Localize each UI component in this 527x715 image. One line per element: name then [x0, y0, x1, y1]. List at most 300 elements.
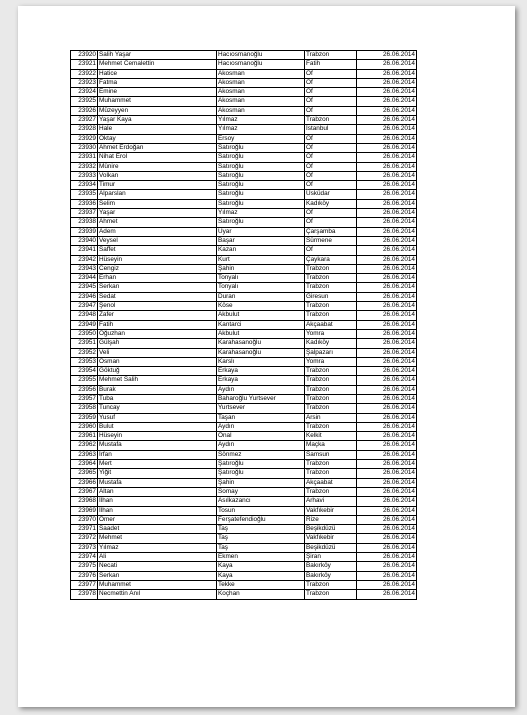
- record-id-cell: 23929: [71, 134, 98, 143]
- first-name-cell: Volkan: [98, 171, 217, 180]
- surname-cell: Şahin: [217, 264, 305, 273]
- record-id-cell: 23922: [71, 69, 98, 78]
- table-row: [71, 487, 417, 496]
- record-id-cell: 23921: [71, 60, 98, 69]
- surname-cell: Ekmen: [217, 553, 305, 562]
- table-row: [71, 525, 417, 534]
- date-cell: 26.06.2014: [357, 404, 417, 413]
- first-name-cell: Tuba: [98, 394, 217, 403]
- city-cell: Of: [305, 143, 357, 152]
- date-cell: 26.06.2014: [357, 580, 417, 589]
- table-row: [71, 311, 417, 320]
- table-row: [71, 209, 417, 218]
- city-cell: Akçaabat: [305, 478, 357, 487]
- table-row: [71, 181, 417, 190]
- table-row: [71, 497, 417, 506]
- table-row: [71, 478, 417, 487]
- date-cell: 26.06.2014: [357, 106, 417, 115]
- date-cell: 26.06.2014: [357, 246, 417, 255]
- city-cell: Of: [305, 69, 357, 78]
- table-row: [71, 153, 417, 162]
- table-row: [71, 367, 417, 376]
- surname-cell: Tosun: [217, 506, 305, 515]
- record-id-cell: 23928: [71, 125, 98, 134]
- table-row: [71, 78, 417, 87]
- first-name-cell: Oktay: [98, 134, 217, 143]
- date-cell: 26.06.2014: [357, 413, 417, 422]
- record-id-cell: 23941: [71, 246, 98, 255]
- city-cell: Of: [305, 162, 357, 171]
- city-cell: Kelkit: [305, 432, 357, 441]
- date-cell: 26.06.2014: [357, 376, 417, 385]
- date-cell: 26.06.2014: [357, 357, 417, 366]
- first-name-cell: Alparslan: [98, 190, 217, 199]
- city-cell: Trabzon: [305, 460, 357, 469]
- record-id-cell: 23971: [71, 525, 98, 534]
- city-cell: Samsun: [305, 450, 357, 459]
- first-name-cell: Altan: [98, 487, 217, 496]
- date-cell: 26.06.2014: [357, 571, 417, 580]
- table-row: [71, 171, 417, 180]
- city-cell: Şiran: [305, 553, 357, 562]
- record-id-cell: 23978: [71, 590, 98, 599]
- surname-cell: Satıroğlu: [217, 143, 305, 152]
- table-row: [71, 292, 417, 301]
- record-id-cell: 23924: [71, 88, 98, 97]
- first-name-cell: Salih Yaşar: [98, 51, 217, 60]
- record-id-cell: 23953: [71, 357, 98, 366]
- surname-cell: Şatıroğlu: [217, 469, 305, 478]
- table-row: [71, 143, 417, 152]
- record-id-cell: 23976: [71, 571, 98, 580]
- city-cell: Trabzon: [305, 580, 357, 589]
- surname-cell: Hacıosmanoğlu: [217, 60, 305, 69]
- record-id-cell: 23960: [71, 422, 98, 431]
- first-name-cell: Mehmet: [98, 534, 217, 543]
- city-cell: Bakırköy: [305, 571, 357, 580]
- surname-cell: Akbulut: [217, 329, 305, 338]
- record-id-cell: 23974: [71, 553, 98, 562]
- surname-cell: Önal: [217, 432, 305, 441]
- record-id-cell: 23937: [71, 209, 98, 218]
- city-cell: Giresun: [305, 292, 357, 301]
- date-cell: 26.06.2014: [357, 236, 417, 245]
- first-name-cell: Münire: [98, 162, 217, 171]
- date-cell: 26.06.2014: [357, 69, 417, 78]
- record-id-cell: 23965: [71, 469, 98, 478]
- date-cell: 26.06.2014: [357, 506, 417, 515]
- city-cell: Kadıköy: [305, 339, 357, 348]
- first-name-cell: Mustafa: [98, 441, 217, 450]
- city-cell: Of: [305, 153, 357, 162]
- first-name-cell: Yaşar Kaya: [98, 116, 217, 125]
- surname-cell: Ferşatefendioğlu: [217, 515, 305, 524]
- first-name-cell: Emine: [98, 88, 217, 97]
- city-cell: Şalpazarı: [305, 348, 357, 357]
- city-cell: Trabzon: [305, 274, 357, 283]
- surname-cell: Uyar: [217, 227, 305, 236]
- record-id-cell: 23944: [71, 274, 98, 283]
- date-cell: 26.06.2014: [357, 543, 417, 552]
- record-id-cell: 23940: [71, 236, 98, 245]
- date-cell: 26.06.2014: [357, 264, 417, 273]
- city-cell: Trabzon: [305, 385, 357, 394]
- table-row: [71, 339, 417, 348]
- first-name-cell: Selim: [98, 199, 217, 208]
- surname-cell: Tekke: [217, 580, 305, 589]
- first-name-cell: Göktuğ: [98, 367, 217, 376]
- city-cell: Yomra: [305, 329, 357, 338]
- table-row: [71, 134, 417, 143]
- table-row: [71, 432, 417, 441]
- first-name-cell: Sedat: [98, 292, 217, 301]
- record-id-cell: 23969: [71, 506, 98, 515]
- date-cell: 26.06.2014: [357, 478, 417, 487]
- city-cell: Bakırköy: [305, 562, 357, 571]
- table-row: [71, 190, 417, 199]
- first-name-cell: Hüseyin: [98, 432, 217, 441]
- surname-cell: Şahin: [217, 478, 305, 487]
- surname-cell: Kaya: [217, 562, 305, 571]
- city-cell: Of: [305, 88, 357, 97]
- date-cell: 26.06.2014: [357, 311, 417, 320]
- city-cell: İstanbul: [305, 125, 357, 134]
- surname-cell: Taş: [217, 534, 305, 543]
- surname-cell: Hacıosmanoğlu: [217, 51, 305, 60]
- table-row: [71, 441, 417, 450]
- record-id-cell: 23959: [71, 413, 98, 422]
- surname-cell: Köse: [217, 302, 305, 311]
- first-name-cell: Muhammet: [98, 580, 217, 589]
- date-cell: 26.06.2014: [357, 227, 417, 236]
- date-cell: 26.06.2014: [357, 274, 417, 283]
- record-id-cell: 23938: [71, 218, 98, 227]
- record-id-cell: 23936: [71, 199, 98, 208]
- table-row: [71, 60, 417, 69]
- date-cell: 26.06.2014: [357, 348, 417, 357]
- city-cell: Sürmene: [305, 236, 357, 245]
- first-name-cell: Hüseyin: [98, 255, 217, 264]
- surname-cell: Satıroğlu: [217, 181, 305, 190]
- city-cell: Vakfıkebir: [305, 534, 357, 543]
- city-cell: Trabzon: [305, 311, 357, 320]
- surname-cell: Kaya: [217, 571, 305, 580]
- table-row: [71, 69, 417, 78]
- city-cell: Of: [305, 218, 357, 227]
- record-id-cell: 23949: [71, 320, 98, 329]
- surname-cell: Aydın: [217, 422, 305, 431]
- date-cell: 26.06.2014: [357, 422, 417, 431]
- date-cell: 26.06.2014: [357, 450, 417, 459]
- date-cell: 26.06.2014: [357, 88, 417, 97]
- record-id-cell: 23951: [71, 339, 98, 348]
- first-name-cell: Veysel: [98, 236, 217, 245]
- city-cell: Trabzon: [305, 590, 357, 599]
- first-name-cell: Fatih: [98, 320, 217, 329]
- surname-cell: Tonyalı: [217, 283, 305, 292]
- first-name-cell: Şenol: [98, 302, 217, 311]
- city-cell: Trabzon: [305, 376, 357, 385]
- date-cell: 26.06.2014: [357, 255, 417, 264]
- surname-cell: Tonyalı: [217, 274, 305, 283]
- city-cell: Maçka: [305, 441, 357, 450]
- table-row: [71, 125, 417, 134]
- city-cell: Arhavi: [305, 497, 357, 506]
- record-id-cell: 23970: [71, 515, 98, 524]
- surname-cell: Aydın: [217, 441, 305, 450]
- table-row: [71, 88, 417, 97]
- date-cell: 26.06.2014: [357, 553, 417, 562]
- first-name-cell: Timur: [98, 181, 217, 190]
- table-row: [71, 469, 417, 478]
- first-name-cell: Serkan: [98, 283, 217, 292]
- surname-cell: Satıroğlu: [217, 199, 305, 208]
- record-id-cell: 23973: [71, 543, 98, 552]
- city-cell: Rize: [305, 515, 357, 524]
- record-id-cell: 23923: [71, 78, 98, 87]
- date-cell: 26.06.2014: [357, 525, 417, 534]
- first-name-cell: Mustafa: [98, 478, 217, 487]
- table-row: [71, 246, 417, 255]
- record-id-cell: 23958: [71, 404, 98, 413]
- first-name-cell: Cengiz: [98, 264, 217, 273]
- record-id-cell: 23931: [71, 153, 98, 162]
- surname-cell: Akbulut: [217, 311, 305, 320]
- table-row: [71, 413, 417, 422]
- city-cell: Fatih: [305, 60, 357, 69]
- table-row: [71, 506, 417, 515]
- first-name-cell: Nihat Erol: [98, 153, 217, 162]
- table-row: [71, 283, 417, 292]
- record-id-cell: 23926: [71, 106, 98, 115]
- first-name-cell: Necmettin Anıl: [98, 590, 217, 599]
- table-row: [71, 97, 417, 106]
- record-id-cell: 23932: [71, 162, 98, 171]
- date-cell: 26.06.2014: [357, 190, 417, 199]
- surname-cell: Karahasanoğlu: [217, 348, 305, 357]
- record-id-cell: 23972: [71, 534, 98, 543]
- record-id-cell: 23930: [71, 143, 98, 152]
- city-cell: Trabzon: [305, 116, 357, 125]
- surname-cell: Erkaya: [217, 376, 305, 385]
- first-name-cell: Saadet: [98, 525, 217, 534]
- table-row: [71, 227, 417, 236]
- record-id-cell: 23955: [71, 376, 98, 385]
- date-cell: 26.06.2014: [357, 432, 417, 441]
- date-cell: 26.06.2014: [357, 134, 417, 143]
- city-cell: Trabzon: [305, 487, 357, 496]
- first-name-cell: Serkan: [98, 571, 217, 580]
- city-cell: Beşikdüzü: [305, 525, 357, 534]
- record-id-cell: 23975: [71, 562, 98, 571]
- first-name-cell: Fatma: [98, 78, 217, 87]
- city-cell: Trabzon: [305, 283, 357, 292]
- first-name-cell: Tuncay: [98, 404, 217, 413]
- record-id-cell: 23945: [71, 283, 98, 292]
- table-row: [71, 562, 417, 571]
- surname-cell: Erkaya: [217, 367, 305, 376]
- record-id-cell: 23943: [71, 264, 98, 273]
- city-cell: Akçaabat: [305, 320, 357, 329]
- surname-cell: Satıroğlu: [217, 171, 305, 180]
- city-cell: Trabzon: [305, 422, 357, 431]
- date-cell: 26.06.2014: [357, 143, 417, 152]
- date-cell: 26.06.2014: [357, 497, 417, 506]
- first-name-cell: İrfan: [98, 450, 217, 459]
- table-row: [71, 116, 417, 125]
- date-cell: 26.06.2014: [357, 329, 417, 338]
- table-row: [71, 404, 417, 413]
- date-cell: 26.06.2014: [357, 125, 417, 134]
- date-cell: 26.06.2014: [357, 394, 417, 403]
- date-cell: 26.06.2014: [357, 78, 417, 87]
- record-id-cell: 23956: [71, 385, 98, 394]
- table-row: [71, 534, 417, 543]
- surname-cell: Şatıroğlu: [217, 460, 305, 469]
- table-row: [71, 543, 417, 552]
- record-id-cell: 23946: [71, 292, 98, 301]
- table-row: [71, 460, 417, 469]
- date-cell: 26.06.2014: [357, 51, 417, 60]
- first-name-cell: Gülşah: [98, 339, 217, 348]
- date-cell: 26.06.2014: [357, 487, 417, 496]
- record-id-cell: 23961: [71, 432, 98, 441]
- city-cell: Çarşamba: [305, 227, 357, 236]
- first-name-cell: Yusuf: [98, 413, 217, 422]
- date-cell: 26.06.2014: [357, 460, 417, 469]
- date-cell: 26.06.2014: [357, 218, 417, 227]
- first-name-cell: Ali: [98, 553, 217, 562]
- date-cell: 26.06.2014: [357, 60, 417, 69]
- city-cell: Trabzon: [305, 404, 357, 413]
- surname-cell: Yılmaz: [217, 209, 305, 218]
- surname-cell: Yılmaz: [217, 125, 305, 134]
- table-row: [71, 376, 417, 385]
- first-name-cell: İlhan: [98, 497, 217, 506]
- city-cell: Arsin: [305, 413, 357, 422]
- date-cell: 26.06.2014: [357, 320, 417, 329]
- city-cell: Of: [305, 171, 357, 180]
- surname-cell: Somay: [217, 487, 305, 496]
- surname-cell: Akosman: [217, 88, 305, 97]
- table-row: [71, 218, 417, 227]
- surname-cell: Akosman: [217, 106, 305, 115]
- surname-cell: Taş: [217, 543, 305, 552]
- record-id-cell: 23948: [71, 311, 98, 320]
- record-id-cell: 23925: [71, 97, 98, 106]
- first-name-cell: Mehmet Salih: [98, 376, 217, 385]
- city-cell: Trabzon: [305, 469, 357, 478]
- table-row: [71, 199, 417, 208]
- table-row: [71, 394, 417, 403]
- surname-cell: Koçhan: [217, 590, 305, 599]
- surname-cell: Sönmez: [217, 450, 305, 459]
- city-cell: Trabzon: [305, 51, 357, 60]
- date-cell: 26.06.2014: [357, 116, 417, 125]
- table-row: [71, 450, 417, 459]
- record-id-cell: 23934: [71, 181, 98, 190]
- first-name-cell: Yılmaz: [98, 543, 217, 552]
- first-name-cell: Hale: [98, 125, 217, 134]
- first-name-cell: İlhan: [98, 506, 217, 515]
- first-name-cell: Osman: [98, 357, 217, 366]
- surname-cell: Akosman: [217, 78, 305, 87]
- surname-cell: Başar: [217, 236, 305, 245]
- record-id-cell: 23939: [71, 227, 98, 236]
- table-row: [71, 236, 417, 245]
- record-id-cell: 23968: [71, 497, 98, 506]
- first-name-cell: Mehmet Cemalettin: [98, 60, 217, 69]
- table-row: [71, 357, 417, 366]
- city-cell: Trabzon: [305, 367, 357, 376]
- table-row: [71, 385, 417, 394]
- surname-cell: Satıroğlu: [217, 153, 305, 162]
- table-row: [71, 255, 417, 264]
- table-row: [71, 590, 417, 599]
- date-cell: 26.06.2014: [357, 209, 417, 218]
- record-id-cell: 23920: [71, 51, 98, 60]
- date-cell: 26.06.2014: [357, 199, 417, 208]
- city-cell: Yomra: [305, 357, 357, 366]
- table-row: [71, 274, 417, 283]
- date-cell: 26.06.2014: [357, 162, 417, 171]
- table-row: [71, 51, 417, 60]
- first-name-cell: Veli: [98, 348, 217, 357]
- records-table: [70, 50, 417, 600]
- first-name-cell: Adem: [98, 227, 217, 236]
- surname-cell: Kazan: [217, 246, 305, 255]
- date-cell: 26.06.2014: [357, 590, 417, 599]
- city-cell: Trabzon: [305, 264, 357, 273]
- table-row: [71, 329, 417, 338]
- city-cell: Of: [305, 134, 357, 143]
- city-cell: Çaykara: [305, 255, 357, 264]
- surname-cell: Yılmaz: [217, 116, 305, 125]
- record-id-cell: 23952: [71, 348, 98, 357]
- city-cell: Beşikdüzü: [305, 543, 357, 552]
- table-row: [71, 302, 417, 311]
- surname-cell: Yurtsever: [217, 404, 305, 413]
- date-cell: 26.06.2014: [357, 339, 417, 348]
- surname-cell: Duran: [217, 292, 305, 301]
- surname-cell: Karslı: [217, 357, 305, 366]
- document-page: [18, 6, 515, 707]
- record-id-cell: 23957: [71, 394, 98, 403]
- record-id-cell: 23954: [71, 367, 98, 376]
- first-name-cell: Mert: [98, 460, 217, 469]
- surname-cell: Satıroğlu: [217, 162, 305, 171]
- date-cell: 26.06.2014: [357, 515, 417, 524]
- table-row: [71, 515, 417, 524]
- record-id-cell: 23966: [71, 478, 98, 487]
- city-cell: Of: [305, 246, 357, 255]
- table-row: [71, 553, 417, 562]
- surname-cell: Akosman: [217, 69, 305, 78]
- record-id-cell: 23962: [71, 441, 98, 450]
- date-cell: 26.06.2014: [357, 171, 417, 180]
- record-id-cell: 23927: [71, 116, 98, 125]
- first-name-cell: Bulut: [98, 422, 217, 431]
- records-table-body: [71, 51, 417, 600]
- record-id-cell: 23967: [71, 487, 98, 496]
- table-row: [71, 580, 417, 589]
- table-row: [71, 264, 417, 273]
- surname-cell: Kantarci: [217, 320, 305, 329]
- city-cell: Trabzon: [305, 394, 357, 403]
- record-id-cell: 23935: [71, 190, 98, 199]
- surname-cell: Karahasanoğlu: [217, 339, 305, 348]
- table-row: [71, 320, 417, 329]
